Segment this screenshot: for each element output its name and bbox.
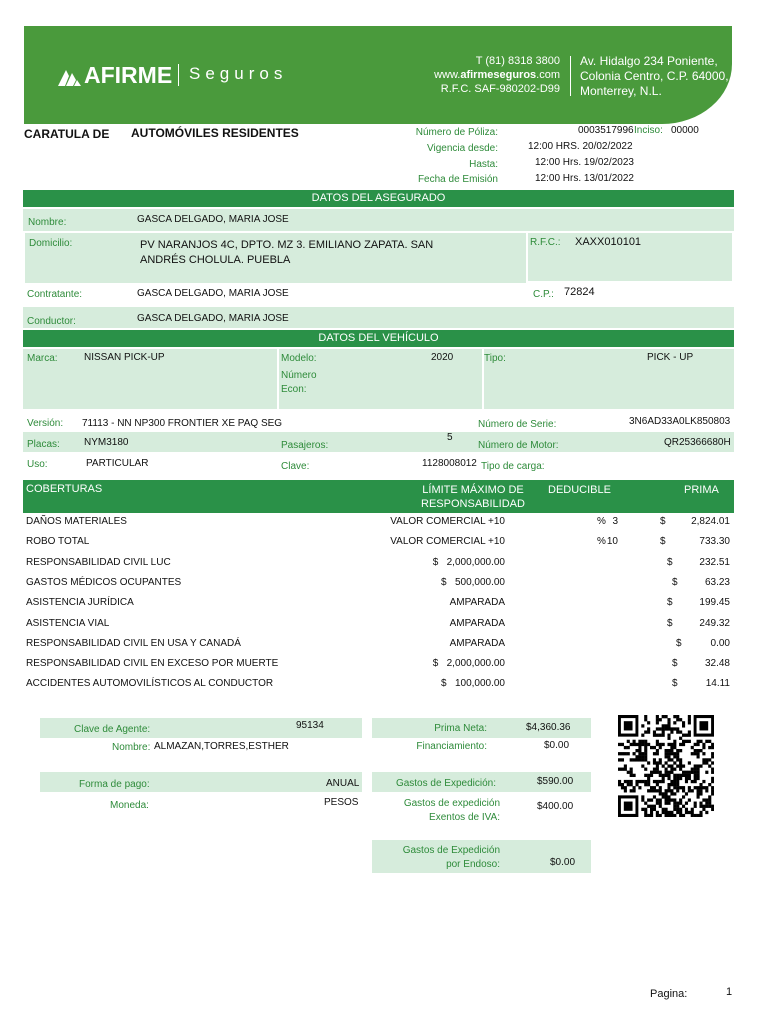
brand-divider — [178, 64, 179, 86]
contratante-label: Contratante: — [27, 289, 83, 300]
gastos-exp-value: $590.00 — [537, 776, 574, 787]
coverage-name: ACCIDENTES AUTOMOVILÍSTICOS AL CONDUCTOR — [26, 678, 274, 690]
table-row — [26, 557, 734, 577]
placas-value: NYM3180 — [84, 437, 129, 448]
forma-pago-label: Forma de pago: — [79, 779, 150, 790]
coverage-limit: VALOR COMERCIAL +10 — [390, 516, 505, 527]
col-prima: PRIMA — [684, 484, 719, 496]
serie-value: 3N6AD33A0LK850803 — [629, 416, 731, 427]
col-limite: LÍMITE MÁXIMO DE RESPONSABILIDAD — [421, 484, 525, 510]
table-row — [26, 658, 734, 678]
coverage-currency: $ — [672, 678, 678, 690]
coverage-name: DAÑOS MATERIALES — [26, 516, 127, 527]
coverage-deducible: 3 — [612, 516, 618, 527]
hasta-value: 12:00 Hrs. 19/02/2023 — [535, 157, 634, 168]
gastos-endoso-value: $0.00 — [550, 857, 576, 868]
pagina-label: Pagina: — [650, 988, 688, 1000]
agente-clave-label: Clave de Agente: — [74, 724, 151, 735]
header-rfc: R.F.C. SAF-980202-D99 — [440, 83, 560, 95]
domicilio-value: PV NARANJOS 4C, DPTO. MZ 3. EMILIANO ZAPATA. SAN ANDRÉS CHOLULA. PUEBLA — [140, 239, 434, 266]
pasajeros-label: Pasajeros: — [281, 440, 329, 451]
coverage-deducible: 10 — [606, 536, 618, 548]
header-address: Av. Hidalgo 234 Poniente, Colonia Centro, C.P. 64000, Monterrey, N.L. — [580, 54, 729, 98]
placas-row — [23, 432, 734, 452]
pasajeros-value: 5 — [447, 432, 453, 443]
rfc-value: XAXX010101 — [575, 236, 642, 248]
coverage-limit: AMPARADA — [449, 597, 505, 609]
coverage-currency: $ — [660, 516, 666, 527]
coverage-prima: 733.30 — [699, 536, 730, 548]
coverage-currency: $ — [667, 617, 673, 629]
financiamiento-label: Financiamiento: — [416, 741, 487, 752]
financiamiento-value: $0.00 — [544, 740, 570, 751]
clave-value: 1128008012 — [422, 458, 477, 469]
brand-main: AFIRME — [84, 62, 173, 88]
coverage-prima: 249.32 — [699, 617, 730, 629]
agente-nombre-label: Nombre: — [112, 742, 151, 753]
col-coberturas: COBERTURAS — [26, 483, 103, 495]
gastos-exentos-label: Gastos de expedición Exentos de IVA: — [403, 798, 500, 823]
coverage-currency: $ — [676, 637, 682, 649]
coverage-name: ASISTENCIA JURÍDICA — [26, 597, 134, 609]
table-row — [26, 638, 734, 658]
agente-nombre-value: ALMAZAN,TORRES,ESTHER — [154, 741, 289, 752]
col-deducible: DEDUCIBLE — [548, 484, 611, 496]
nombre-value: GASCA DELGADO, MARIA JOSE — [137, 214, 289, 225]
caratula-subtitle: AUTOMÓVILES RESIDENTES — [131, 126, 299, 140]
coverage-limit: $ 2,000,000.00 — [432, 658, 505, 670]
nombre-label: Nombre: — [28, 217, 67, 228]
afirme-logo — [56, 62, 306, 90]
table-row — [26, 597, 734, 617]
moneda-label: Moneda: — [110, 800, 149, 811]
rfc-label: R.F.C.: — [530, 237, 561, 248]
coverage-limit: AMPARADA — [449, 637, 505, 649]
table-row — [26, 516, 734, 536]
table-row — [26, 536, 734, 556]
coverage-limit: $ 100,000.00 — [441, 678, 505, 690]
prima-neta-value: $4,360.36 — [526, 722, 571, 733]
section-vehiculo-title: DATOS DEL VEHÍCULO — [23, 330, 734, 347]
clave-label: Clave: — [281, 461, 310, 472]
coverage-prima: 2,824.01 — [691, 516, 730, 527]
motor-label: Número de Motor: — [478, 440, 559, 451]
coverage-prima: 199.45 — [699, 597, 730, 609]
tipo-value: PICK - UP — [647, 352, 694, 363]
poliza-label: Número de Póliza: — [415, 127, 498, 138]
qr-code — [618, 715, 714, 817]
coverage-currency: $ — [672, 576, 678, 588]
coverage-prima: 63.23 — [704, 576, 730, 588]
nombre-row — [23, 209, 734, 231]
prima-neta-label: Prima Neta: — [434, 723, 487, 734]
tipo-box — [484, 349, 734, 409]
coverage-limit: VALOR COMERCIAL +10 — [390, 536, 505, 548]
coberturas-header — [23, 480, 734, 513]
serie-label: Número de Serie: — [478, 419, 557, 430]
emision-label: Fecha de Emisión — [417, 174, 498, 185]
coverage-currency: $ — [660, 536, 666, 548]
coverage-currency: $ — [667, 556, 673, 568]
coverage-prima: 32.48 — [704, 658, 730, 670]
vigencia-label: Vigencia desde: — [427, 143, 498, 154]
coverage-name: RESPONSABILIDAD CIVIL LUC — [26, 556, 171, 568]
marca-label: Marca: — [27, 353, 58, 364]
inciso-value: 00000 — [671, 125, 699, 136]
cp-value: 72824 — [564, 286, 595, 298]
coverage-name: ROBO TOTAL — [26, 536, 90, 548]
conductor-row — [23, 307, 734, 328]
coverage-currency: $ — [672, 658, 678, 670]
coverage-name: RESPONSABILIDAD CIVIL EN USA Y CANADÁ — [26, 637, 241, 649]
section-asegurado-title: DATOS DEL ASEGURADO — [23, 190, 734, 207]
modelo-label: Modelo: — [281, 353, 317, 364]
contratante-value: GASCA DELGADO, MARIA JOSE — [137, 288, 289, 299]
version-value: 71113 - NN NP300 FRONTIER XE PAQ SEG — [82, 418, 283, 429]
conductor-label: Conductor: — [27, 316, 76, 327]
coverage-prima: 232.51 — [699, 556, 730, 568]
brand-sub: Seguros — [189, 64, 288, 83]
forma-pago-value: ANUAL — [326, 778, 360, 789]
coverage-prima: 14.11 — [705, 678, 730, 690]
header-phone: T (81) 8318 3800 — [475, 55, 560, 67]
coverage-name: RESPONSABILIDAD CIVIL EN EXCESO POR MUERTE — [26, 658, 279, 670]
carga-label: Tipo de carga: — [481, 461, 545, 472]
coverage-pct: % — [597, 516, 606, 527]
pagina-value: 1 — [726, 986, 733, 998]
coverage-name: ASISTENCIA VIAL — [26, 617, 110, 629]
header-contact — [430, 54, 560, 96]
agente-clave-value: 95134 — [296, 720, 324, 731]
coverage-limit: $ 2,000,000.00 — [432, 556, 505, 568]
cp-label: C.P.: — [533, 289, 554, 300]
table-row — [26, 618, 734, 638]
gastos-exentos-value: $400.00 — [537, 801, 574, 812]
table-row — [26, 577, 734, 597]
vigencia-value: 12:00 HRS. 20/02/2022 — [528, 141, 633, 152]
tipo-label: Tipo: — [484, 353, 506, 364]
modelo-value: 2020 — [431, 352, 454, 363]
conductor-value: GASCA DELGADO, MARIA JOSE — [137, 313, 289, 324]
domicilio-label: Domicilio: — [29, 238, 73, 249]
placas-label: Placas: — [27, 439, 60, 450]
coverage-currency: $ — [667, 597, 673, 609]
gastos-exp-label: Gastos de Expedición: — [395, 778, 496, 789]
uso-value: PARTICULAR — [86, 458, 149, 469]
header-web[interactable]: www.afirmeseguros.com — [434, 69, 560, 81]
moneda-value: PESOS — [324, 797, 359, 808]
coverage-pct: % — [597, 536, 606, 548]
afirme-logo-icon — [56, 64, 82, 88]
hasta-label: Hasta: — [469, 159, 498, 170]
gastos-endoso-label: Gastos de Expedición por Endoso: — [402, 845, 500, 870]
inciso-label: Inciso: — [634, 125, 663, 136]
motor-value: QR25366680H — [664, 437, 731, 448]
emision-value: 12:00 Hrs. 13/01/2022 — [535, 173, 634, 184]
marca-value: NISSAN PICK-UP — [84, 352, 165, 363]
table-row — [26, 678, 734, 698]
poliza-value: 0003517996 — [578, 125, 634, 136]
caratula-title: CARATULA DE — [24, 127, 110, 141]
coverage-prima: 0.00 — [710, 637, 730, 649]
version-label: Versión: — [27, 418, 64, 429]
coverage-name: GASTOS MÉDICOS OCUPANTES — [26, 576, 182, 588]
coverage-limit: AMPARADA — [449, 617, 505, 629]
numero-econ-label: Número Econ: — [281, 370, 317, 395]
header-separator — [570, 56, 571, 96]
coverage-limit: $ 500,000.00 — [441, 576, 505, 588]
uso-label: Uso: — [27, 459, 48, 470]
